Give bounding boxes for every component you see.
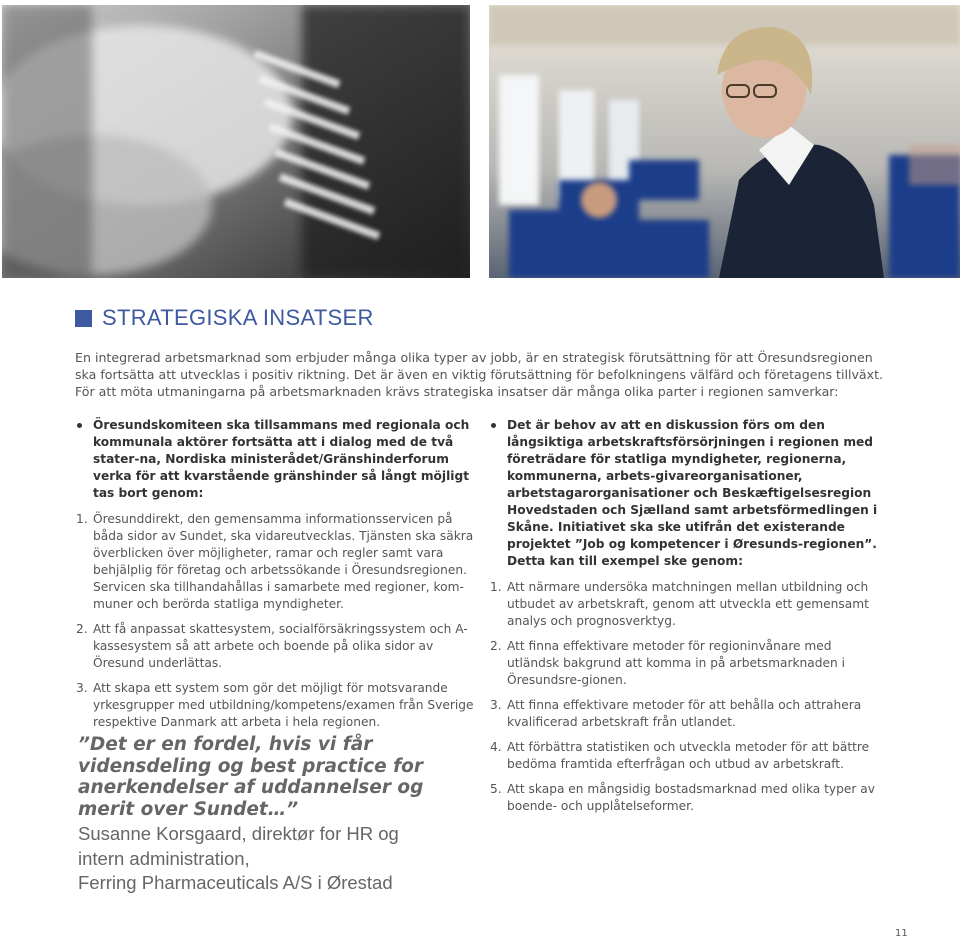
item-text: Öresunddirekt, den gemensamma informationsservicen på båda sidor av Sundet, ska vidareutvecklas. Tjänsten ska säkra överblicken över möjligheter, ramar och regler samt vara behjälplig för företag och arbetssökande i Öresundsregionen. Servicen ska tillhandahållas i samarbete med regioner, kom-muner och berörda statliga myndigheter.	[93, 512, 474, 611]
pull-quote	[78, 734, 478, 896]
list-item	[490, 781, 880, 815]
list-item	[490, 697, 880, 731]
author-line: Susanne Korsgaard, direktør for HR og	[78, 823, 399, 844]
item-text: Att förbättra statistiken och utveckla metoder för att bättre bedöma framtida efterfrågan och utbud av arbetskraft.	[507, 740, 870, 771]
item-text: Att närmare undersöka matchningen mellan utbildning och utbudet av arbetskraft, genom att utveckla ett gemensamt analys och prognosverktyg.	[507, 580, 869, 628]
list-item	[490, 579, 880, 630]
item-text: Att få anpassat skattesystem, socialförsäkringssystem och A-kassesystem så att arbete och boende på olika sidor av Öresund underlättas.	[93, 622, 468, 670]
right-bullet	[490, 417, 880, 570]
keyboard-hand-photo	[2, 5, 470, 278]
section-heading	[75, 305, 374, 331]
left-column	[76, 417, 476, 739]
list-item	[490, 638, 880, 689]
right-column	[490, 417, 880, 823]
item-number: 4.	[490, 740, 502, 754]
author-line: Ferring Pharmaceuticals A/S i Ørestad	[78, 872, 393, 893]
bullet-icon	[77, 423, 82, 428]
list-item	[76, 621, 476, 672]
page-number: 11	[895, 928, 908, 939]
quote-author	[78, 822, 478, 896]
intro-paragraph: En integrerad arbetsmarknad som erbjuder många olika typer av jobb, är en strategisk förutsättning för att Öresundsregionen ska fortsätta att utvecklas i positiv riktning. Det är även en viktig förutsättning för befolkningens välfärd och företagens tillväxt. För att möta utmaningarna på arbetsmarknaden krävs strategiska insatser där många olika parter i regionen samverkar:	[75, 350, 884, 399]
quote-text: ”Det er en fordel, hvis vi får vidensdeling og best practice for anerkendelser af uddannelser og merit over Sundet…”	[78, 734, 424, 820]
item-number: 2.	[490, 639, 502, 653]
list-item	[76, 511, 476, 613]
item-number: 2.	[76, 622, 88, 636]
author-line: intern administration,	[78, 847, 250, 869]
heading-square-icon	[75, 310, 92, 327]
left-bullet-text: Öresundskomiteen ska tillsammans med regionala och kommunala aktörer fortsätta att i dialog med de två stater-na, Nordiska ministerådet/Gränshinderforum verka för att kvarstående gränshinder så långt möjligt tas bort genom:	[93, 418, 470, 500]
item-text: Att finna effektivare metoder för regioninvånare med utländsk bakgrund att komma in på arbetsmarknaden i Öresundsre-gionen.	[507, 639, 845, 687]
item-number: 3.	[76, 681, 88, 695]
item-text: Att finna effektivare metoder för att behålla och attrahera kvalificerad arbetskraft från utlandet.	[507, 698, 862, 729]
item-number: 5.	[490, 782, 502, 796]
right-bullet-text: Det är behov av att en diskussion förs om den långsiktiga arbetskraftsförsörjningen i regionen med företrädare för statliga myndigheter, regionerna, kommunerna, arbets-givareorganisationer, arbetstagarorganisationer och Beskæftigelsesregion Hovedstaden och Sjælland samt arbetsförmedlingen i Skåne. Initiativet ska ske utifrån det existerande projektet ”Job og kompetencer i Øresunds-regionen”. Detta kan till exempel ske genom:	[507, 418, 878, 568]
section-title: STRATEGISKA INSATSER	[102, 305, 374, 330]
item-number: 3.	[490, 698, 502, 712]
item-number: 1.	[490, 580, 502, 594]
list-item	[490, 739, 880, 773]
left-bullet	[76, 417, 476, 502]
train-woman-photo	[489, 5, 960, 278]
list-item	[76, 680, 476, 731]
bullet-icon	[491, 423, 496, 428]
item-text: Att skapa en mångsidig bostadsmarknad med olika typer av boende- och upplåtelseformer.	[507, 782, 875, 813]
item-text: Att skapa ett system som gör det möjligt för motsvarande yrkesgrupper med utbildning/kompetens/examen från Sverige respektive Danmark att arbeta i hela regionen.	[93, 681, 474, 729]
item-number: 1.	[76, 512, 88, 526]
